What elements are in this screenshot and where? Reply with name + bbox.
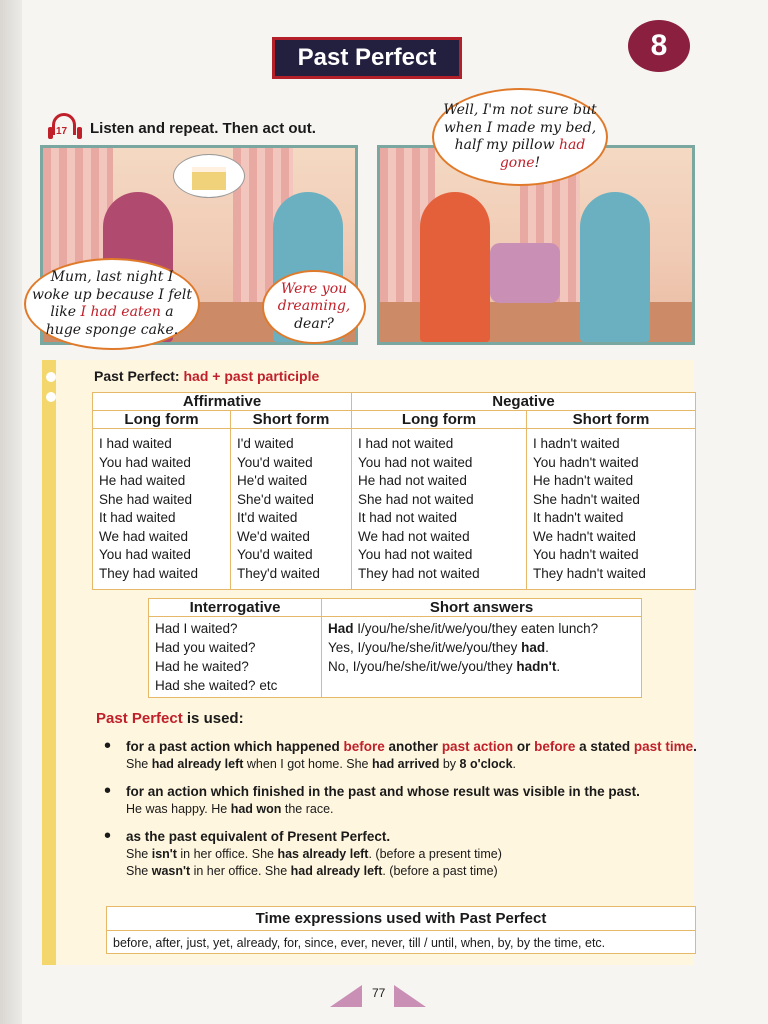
neg-short-form-header: Short form <box>527 411 696 429</box>
speech-bubble-mum: Were you dreaming, dear? <box>262 270 366 344</box>
unit-number-badge: 8 <box>628 20 690 72</box>
speech-bubble-girl-2: Well, I'm not sure but when I made my bed, half my pillow had gone! <box>432 88 608 186</box>
list-item: • as the past equivalent of Present Perfect. She isn't in her office. She has already left. (before a present time) She wasn't in her office. She had already left. (before a past time) <box>104 825 502 878</box>
neg-long-form-header: Long form <box>352 411 527 429</box>
page-title: Past Perfect <box>272 37 462 79</box>
torn-pillow <box>490 243 560 303</box>
questions-column: Had I waited? Had you waited? Had he waited? Had she waited? etc <box>149 617 322 698</box>
past-perfect-table <box>92 392 696 590</box>
affirmative-header: Affirmative <box>93 393 352 411</box>
aff-short-column: I'd waited You'd waited He'd waited She'd waited It'd waited We'd waited You'd waited They'd waited <box>231 429 352 590</box>
list-item: • for an action which finished in the past and whose result was visible in the past. He was happy. He had won the race. <box>104 780 640 816</box>
neg-short-column: I hadn't waited You hadn't waited He hadn't waited She hadn't waited It hadn't waited We hadn't waited You hadn't waited They hadn't waited <box>527 429 696 590</box>
short-answers-header: Short answers <box>322 599 642 617</box>
next-page-arrow-icon[interactable] <box>394 985 426 1007</box>
time-expressions-heading: Time expressions used with Past Perfect <box>107 907 695 931</box>
interrogative-table <box>148 598 642 698</box>
list-item: • for a past action which happened before another past action or before a stated past time. She had already left when I got home. She had arrived by 8 o'clock. <box>104 735 697 771</box>
instruction-text: Listen and repeat. Then act out. <box>90 119 316 137</box>
prev-page-arrow-icon[interactable] <box>330 985 362 1007</box>
page-number: 77 <box>372 986 386 1000</box>
time-expressions-list: before, after, just, yet, already, for, since, ever, never, till / until, when, by, by the time, etc. <box>113 936 606 950</box>
mother-figure <box>580 192 650 342</box>
instruction-line <box>46 113 316 143</box>
track-number: 17 <box>56 126 68 137</box>
grammar-box <box>42 360 697 965</box>
time-expressions-box <box>106 906 696 954</box>
speech-bubble-girl-1: Mum, last night I woke up because I felt like I had eaten a huge sponge cake. <box>24 258 200 350</box>
aff-short-form-header: Short form <box>231 411 352 429</box>
book-spine-shadow <box>0 0 22 1024</box>
thought-cake-icon <box>173 154 245 198</box>
aff-long-form-header: Long form <box>93 411 231 429</box>
girl-figure <box>420 192 490 342</box>
usage-heading: Past Perfect is used: <box>96 710 244 727</box>
interrogative-header: Interrogative <box>149 599 322 617</box>
usage-list <box>104 735 704 890</box>
negative-header: Negative <box>352 393 696 411</box>
answers-column: Had I/you/he/she/it/we/you/they eaten lunch? Yes, I/you/he/she/it/we/you/they had. No, I/you/he/she/it/we/you/they hadn't. <box>322 617 642 698</box>
grammar-heading: Past Perfect: had + past participle <box>94 368 320 384</box>
aff-long-column: I had waited You had waited He had waited She had waited It had waited We had waited You had waited They had waited <box>93 429 231 590</box>
neg-long-column: I had not waited You had not waited He had not waited She had not waited It had not waited We had not waited You had not waited They had not waited <box>352 429 527 590</box>
headphones-icon[interactable] <box>46 113 84 143</box>
